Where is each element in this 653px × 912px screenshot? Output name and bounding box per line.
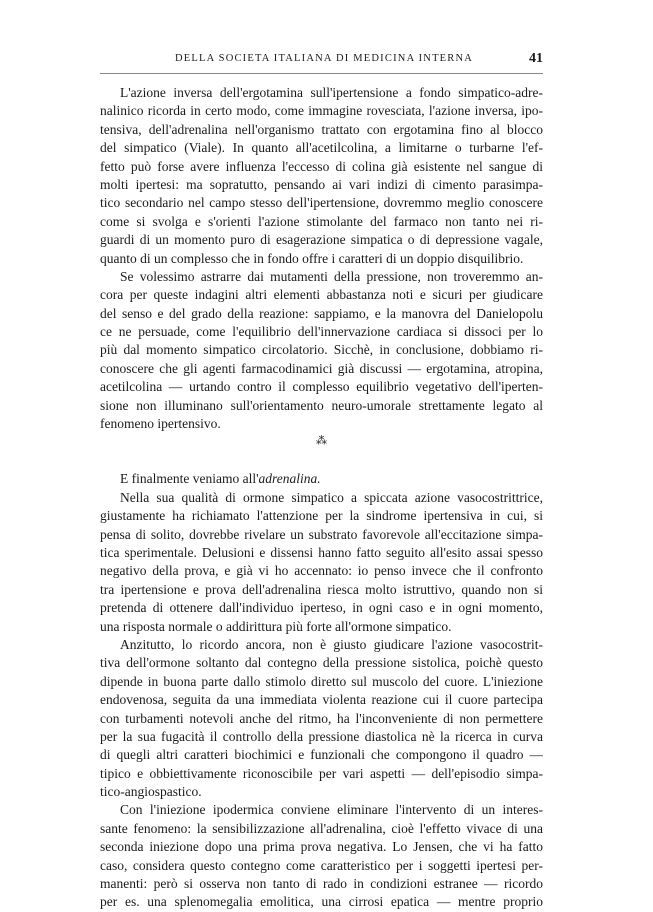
- text-line: giustamente ha richiamato l'attenzione per la sindrome ipertensiva in cui, si: [100, 508, 543, 524]
- paragraph-1: [100, 84, 543, 268]
- text-line: cora per queste indagini altri elementi abbastanza noti e sicuri per giudicare: [100, 287, 543, 303]
- text-line: tensiva, dell'adrenalina nell'organismo trattato con ergotamina fino al blocco: [100, 121, 543, 137]
- text-line: conoscere che gli agenti farmacodinamici già discussi — ergotamina, atropina,: [100, 360, 543, 376]
- text-line: per la sua fugacità il controllo della pressione diastolica nè la ricerca in curva: [100, 728, 543, 744]
- text-line: nalinico ricorda in certo modo, come immagine rovesciata, l'azione inversa, ipo-: [100, 103, 543, 119]
- text-line: tico-angiospastico.: [100, 784, 202, 800]
- text-line: fetto può forse avere influenza l'eccesso di colina già esistente nel sangue di: [100, 158, 543, 174]
- text-line: Nella sua qualità di ormone simpatico a spiccata azione vasocostrittrice,: [120, 489, 543, 505]
- text-line: molti ipertesi: ma sopratutto, pensando ai vari indizi di cimento parasimpa-: [100, 176, 543, 192]
- text-line: tiva dell'ormone soltanto dal contegno della pressione sistolica, poichè questo: [100, 655, 543, 671]
- paragraph-2: [100, 268, 543, 434]
- text-line: negativo della prova, e già vi ho accennato: io penso invece che il confronto: [100, 563, 543, 579]
- running-header: [100, 53, 543, 73]
- text-line: manenti: però si osserva non tanto di rado in condizioni estranee — ricordo: [100, 876, 543, 892]
- text-line: tra ipertensione e prova dell'adrenalina riesca molto istruttivo, quando non si: [100, 581, 543, 597]
- paragraph-5: [100, 636, 543, 802]
- text-line: come si svolga e s'orienti l'azione stimolante del farmaco non tanto nei ri-: [100, 213, 543, 229]
- text-line: quanto di un complesso che in fondo offre i caratteri di un doppio disquilibrio.: [100, 250, 524, 266]
- header-rule: [100, 73, 543, 74]
- body-text: [100, 84, 543, 912]
- text-line: Anzitutto, lo ricordo ancora, non è giusto giudicare l'azione vasocostrit-: [120, 636, 543, 652]
- section-separator: ⁂: [316, 435, 327, 448]
- page-number: 41: [529, 51, 543, 66]
- text-line: caso, considera questo contegno come caratteristico per i soggetti ipertesi per-: [100, 857, 543, 873]
- text-line: di quegli altri caratteri biochimici e funzionali che compongono il quadro —: [100, 747, 543, 763]
- text-line: più dal momento simpatico circolatorio. Sicchè, in conclusione, dobbiamo ri-: [100, 342, 543, 358]
- text-line: del senso e del grado della reazione: sappiamo, e la manovra del Danielopolu: [100, 305, 543, 321]
- text-line: L'azione inversa dell'ergotamina sull'ipertensione a fondo simpatico-adre-: [120, 85, 543, 100]
- text-line: con turbamenti notevoli anche del ritmo, ha l'inconveniente di non permettere: [100, 710, 543, 726]
- text-line: endovenosa, seguita da una immediata violenta reazione cui il cuore partecipa: [100, 692, 543, 708]
- text-line: Con l'iniezione ipodermica conviene eliminare l'intervento di un interes-: [120, 802, 543, 818]
- text-line: [100, 470, 543, 488]
- intro-text: E finalmente veniamo all': [120, 471, 259, 487]
- text-line: del simpatico (Viale). In quanto all'acetilcolina, a limitarne o turbarne l'ef-: [100, 140, 543, 156]
- paragraph-6: [100, 801, 543, 911]
- italic-term: adrenalina.: [258, 471, 321, 487]
- text-line: pensa di solito, dovrebbe rivelare un substrato favorevole all'eccitazione simpa-: [100, 526, 543, 542]
- text-line: per es. una splenomegalia emolitica, una cirrosi epatica — mentre proprio: [100, 894, 543, 910]
- text-line: sante fenomeno: la sensibilizzazione all'adrenalina, cioè l'effetto vivace di una: [100, 820, 543, 836]
- text-line: fenomeno ipertensivo.: [100, 416, 221, 432]
- paragraph-3: [100, 470, 543, 488]
- text-line: tipico e obbiettivamente riconoscibile per vari aspetti — dell'episodio simpa-: [100, 765, 543, 781]
- text-line: ce ne persuade, come l'equilibrio dell'innervazione cardiaca si dissoci per lo: [100, 324, 543, 340]
- text-line: seconda iniezione dopo una prima prova negativa. Lo Jensen, che vi ha fatto: [100, 839, 543, 855]
- text-line: acetilcolina — urtando contro il complesso equilibrio vegetativo dell'iperten-: [100, 379, 543, 395]
- text-line: Se volessimo astrarre dai mutamenti della pressione, non troveremmo an-: [120, 268, 543, 284]
- text-line: guardi di un momento puro di esagerazione simpatica o di depressione vagale,: [100, 232, 543, 248]
- text-line: dipende in buona parte dallo stimolo diretto sul muscolo del cuore. L'iniezione: [100, 673, 543, 689]
- text-line: pretenda di ottenere dall'individuo iperteso, in ogni caso e in ogni momento,: [100, 600, 543, 616]
- text-line: tico secondario nel campo stesso dell'ipertensione, dovremmo meglio conoscere: [100, 195, 543, 211]
- paragraph-4: [100, 489, 543, 636]
- text-line: una risposta normale o addirittura più forte all'ormone simpatico.: [100, 618, 452, 634]
- text-line: sione non illuminano sull'orientamento neuro-umorale strettamente legato al: [100, 397, 543, 413]
- text-line: tica sperimentale. Delusioni e dissensi hanno fatto seguito all'esito assai spesso: [100, 544, 543, 560]
- header-title: DELLA SOCIETA ITALIANA DI MEDICINA INTERNA: [175, 53, 474, 64]
